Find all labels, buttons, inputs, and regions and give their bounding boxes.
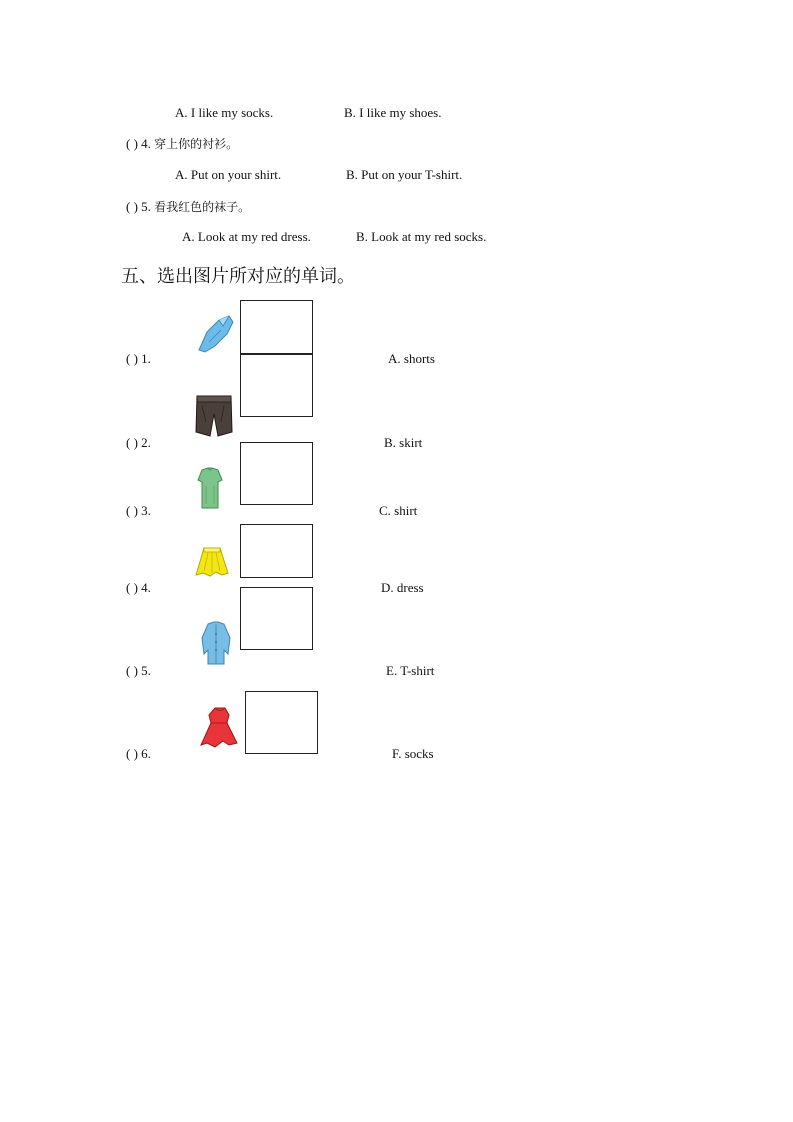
shirt-icon: [193, 312, 237, 356]
skirt-icon: [194, 545, 230, 579]
item-row-5: [126, 663, 151, 679]
item-number: 3.: [141, 503, 151, 518]
word-option-c: C. shirt: [379, 503, 418, 518]
word-option-d: D. dress: [381, 580, 424, 595]
word-option-a: A. shorts: [388, 351, 435, 366]
item-row-6: [126, 746, 151, 762]
answer-box-1[interactable]: [240, 300, 313, 354]
q5-option-a: A. Look at my red dress.: [182, 229, 311, 244]
question-text: 穿上你的衬衫。: [154, 137, 239, 151]
item-row-1: [126, 351, 151, 367]
answer-paren: ( ): [126, 435, 138, 450]
word-option-e: E. T-shirt: [386, 663, 435, 678]
item-number: 2.: [141, 435, 151, 450]
item-row-4: [126, 580, 151, 596]
answer-box-4[interactable]: [240, 524, 313, 578]
item-number: 5.: [141, 663, 151, 678]
item-number: 4.: [141, 580, 151, 595]
coat-icon: [198, 620, 234, 668]
question-number: 4.: [141, 136, 151, 151]
answer-paren: ( ): [126, 503, 138, 518]
section-title: 五、选出图片所对应的单词。: [121, 266, 355, 287]
q3-option-a: A. I like my socks.: [175, 105, 274, 120]
item-number: 1.: [141, 351, 151, 366]
word-option-f: F. socks: [392, 746, 434, 761]
q3-option-b: B. I like my shoes.: [344, 105, 442, 120]
answer-box-3[interactable]: [240, 442, 313, 505]
tshirt-icon: [194, 466, 226, 512]
word-option-b: B. skirt: [384, 435, 423, 450]
answer-paren: ( ): [126, 746, 138, 761]
answer-paren: ( ): [126, 199, 138, 214]
answer-paren: ( ): [126, 663, 138, 678]
answer-paren: ( ): [126, 351, 138, 366]
q4-option-b: B. Put on your T-shirt.: [346, 167, 463, 182]
answer-box-5[interactable]: [240, 587, 313, 650]
question-4: [126, 135, 238, 152]
answer-box-6[interactable]: [245, 691, 318, 754]
answer-box-2[interactable]: [240, 354, 313, 417]
item-row-3: [126, 503, 151, 519]
q5-option-b: B. Look at my red socks.: [356, 229, 487, 244]
answer-paren: ( ): [126, 136, 138, 151]
question-5: [126, 198, 250, 215]
shorts-icon: [194, 392, 234, 438]
answer-paren: ( ): [126, 580, 138, 595]
question-text: 看我红色的袜子。: [154, 200, 251, 214]
item-number: 6.: [141, 746, 151, 761]
q4-option-a: A. Put on your shirt.: [175, 167, 282, 182]
dress-icon: [199, 705, 241, 751]
item-row-2: [126, 435, 151, 451]
question-number: 5.: [141, 199, 151, 214]
